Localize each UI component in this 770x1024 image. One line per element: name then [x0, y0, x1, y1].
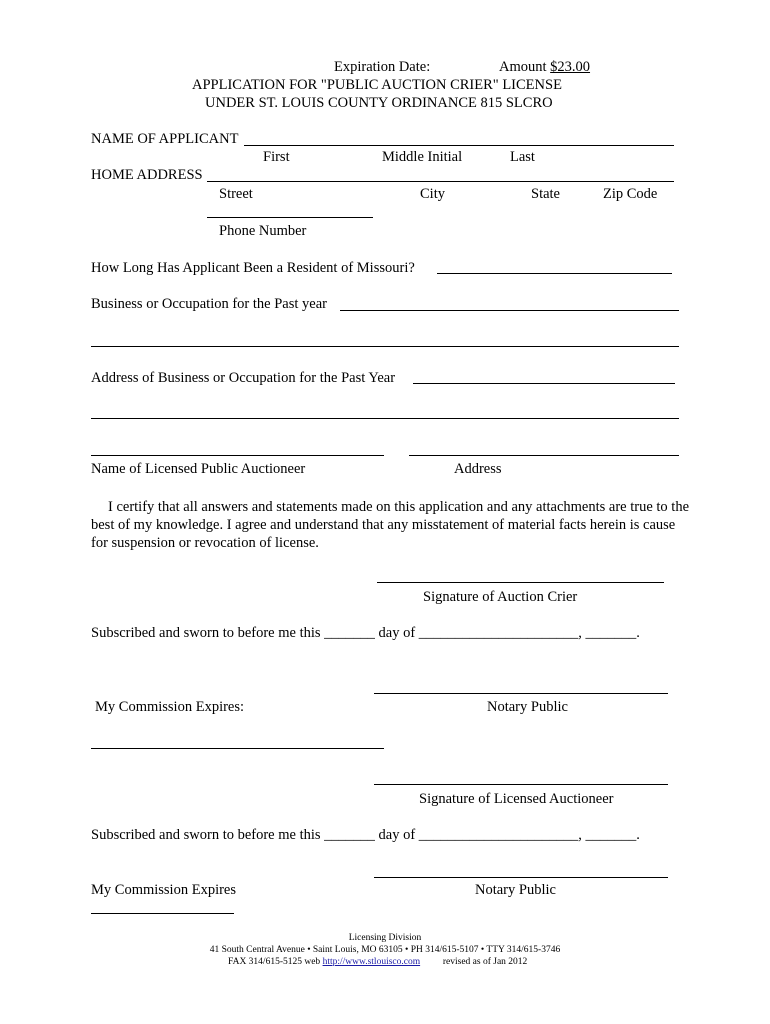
- certification-paragraph: [91, 498, 691, 552]
- sworn-statement-1: Subscribed and sworn to before me this _______ day of ______________________, _______.: [91, 625, 640, 641]
- occupation-address-field-line-2[interactable]: [91, 418, 679, 419]
- website-link[interactable]: http://www.stlouisco.com: [322, 957, 421, 967]
- amount-value: $23.00: [550, 59, 591, 75]
- footer-contact: [228, 958, 527, 968]
- footer-fax: FAX 314/615-5125 web: [228, 957, 321, 967]
- name-of-applicant-field[interactable]: [244, 145, 674, 146]
- state-label: State: [531, 186, 560, 202]
- notary-public-label-2: Notary Public: [475, 882, 556, 898]
- occupation-field-line-2[interactable]: [91, 346, 679, 347]
- notary-signature-field-1[interactable]: [374, 693, 668, 694]
- city-label: City: [420, 186, 445, 202]
- home-address-field[interactable]: [207, 181, 674, 182]
- sworn-statement-2: Subscribed and sworn to before me this _______ day of ______________________, _______.: [91, 827, 640, 843]
- amount: [499, 60, 590, 75]
- commission-expires-label-2: My Commission Expires: [91, 882, 237, 898]
- footer-revised: revised as of Jan 2012: [442, 957, 528, 967]
- name-of-applicant-label: NAME OF APPLICANT: [91, 131, 239, 147]
- phone-number-field[interactable]: [207, 217, 373, 218]
- expiration-date-label: Expiration Date:: [334, 59, 431, 75]
- footer-address: 41 South Central Avenue • Saint Louis, MO 63105 • PH 314/615-5107 • TTY 314/615-3746: [209, 945, 561, 955]
- crier-signature-label: Signature of Auction Crier: [423, 589, 578, 605]
- first-name-label: First: [263, 149, 290, 165]
- residency-field[interactable]: [437, 273, 672, 274]
- notary-public-label-1: Notary Public: [487, 699, 568, 715]
- occupation-question: Business or Occupation for the Past year: [91, 296, 327, 312]
- occupation-address-field[interactable]: [413, 383, 675, 384]
- form-subtitle: UNDER ST. LOUIS COUNTY ORDINANCE 815 SLCRO: [205, 95, 553, 111]
- occupation-field[interactable]: [340, 310, 679, 311]
- certification-text: I certify that all answers and statements made on this application and any attachments are true to the best of my knowledge. I agree and understand that any misstatement of material facts herein is cause for suspension or revocation of license.: [91, 499, 690, 551]
- crier-signature-field[interactable]: [377, 582, 664, 583]
- commission-expires-label-1: My Commission Expires:: [95, 699, 245, 715]
- occupation-address-question: Address of Business or Occupation for the Past Year: [91, 370, 396, 386]
- commission-expires-field-1[interactable]: [91, 748, 384, 749]
- auctioneer-address-field[interactable]: [409, 455, 679, 456]
- zip-code-label: Zip Code: [603, 186, 658, 202]
- footer-division: Licensing Division: [348, 933, 422, 943]
- auctioneer-signature-label: Signature of Licensed Auctioneer: [419, 791, 614, 807]
- auctioneer-signature-field[interactable]: [374, 784, 668, 785]
- middle-initial-label: Middle Initial: [382, 149, 463, 165]
- phone-number-label: Phone Number: [219, 223, 307, 239]
- residency-question: How Long Has Applicant Been a Resident of Missouri?: [91, 260, 415, 276]
- home-address-label: HOME ADDRESS: [91, 167, 203, 183]
- amount-label: Amount: [499, 59, 547, 75]
- auctioneer-address-label: Address: [454, 461, 502, 477]
- last-name-label: Last: [510, 149, 535, 165]
- form-title: APPLICATION FOR "PUBLIC AUCTION CRIER" LICENSE: [192, 77, 562, 93]
- commission-expires-field-2[interactable]: [91, 913, 234, 914]
- auctioneer-name-field[interactable]: [91, 455, 384, 456]
- auctioneer-name-label: Name of Licensed Public Auctioneer: [91, 461, 306, 477]
- street-label: Street: [219, 186, 253, 202]
- notary-signature-field-2[interactable]: [374, 877, 668, 878]
